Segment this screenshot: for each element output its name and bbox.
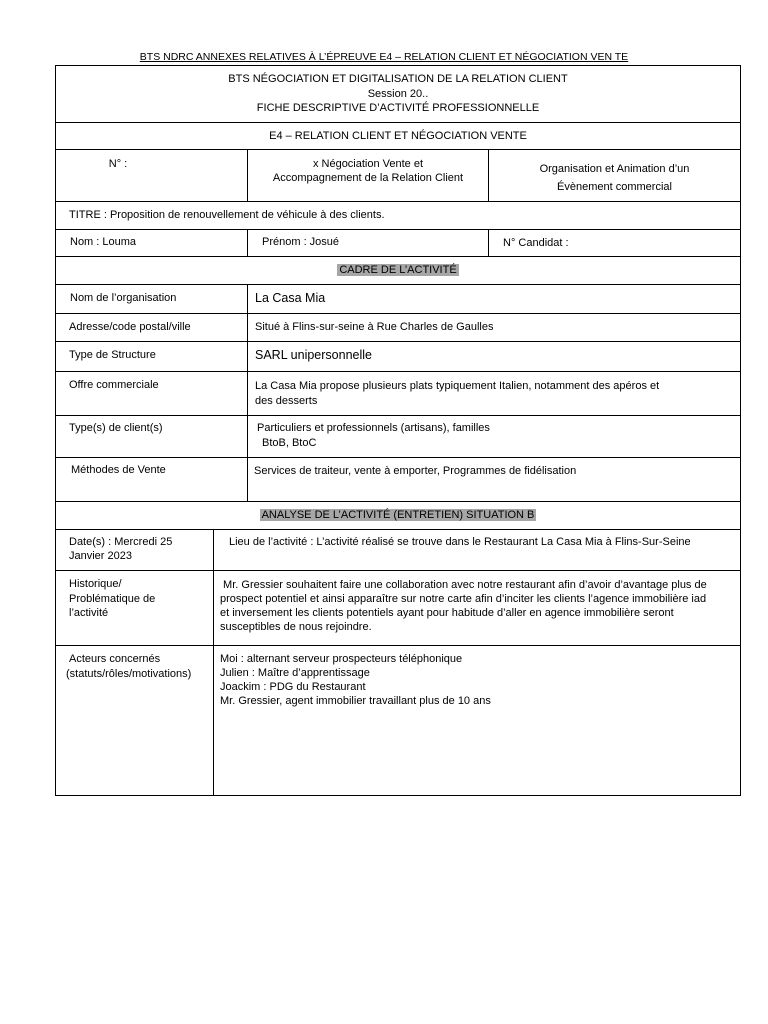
historique-line2: prospect potentiel et ainsi apparaître sur notre carte afin d’inciter les clients l’agence immobilière iad <box>220 593 707 605</box>
acteurs-line3: Joackim : PDG du Restaurant <box>220 681 366 693</box>
offre-value-line1: La Casa Mia propose plusieurs plats typiquement Italien, notamment des apéros et <box>255 380 660 392</box>
option-organisation-line1[interactable]: Organisation et Animation d’un <box>539 163 690 175</box>
date-line1: Date(s) : Mercredi 25 <box>69 536 173 548</box>
nom-field: Nom : Louma <box>70 236 137 248</box>
form-title-line1: BTS NÉGOCIATION ET DIGITALISATION DE LA RELATION CLIENT <box>228 73 568 85</box>
historique-label-line1: Historique/ <box>69 578 122 590</box>
date-line2: Janvier 2023 <box>69 550 132 562</box>
structure-label: Type de Structure <box>69 349 156 361</box>
clients-label: Type(s) de client(s) <box>69 422 163 434</box>
prenom-field: Prénom : Josué <box>262 236 340 248</box>
lieu-value: Lieu de l’activité : L’activité réalisé se trouve dans le Restaurant La Casa Mia à Flins-Sur-Seine <box>229 536 691 548</box>
cadre-heading <box>55 263 741 278</box>
org-value: La Casa Mia <box>255 291 326 305</box>
activity-title: TITRE : Proposition de renouvellement de véhicule à des clients. <box>69 209 385 221</box>
clients-value-line1: Particuliers et professionnels (artisans), familles <box>257 422 490 434</box>
org-label: Nom de l’organisation <box>70 292 177 304</box>
offre-value-line2: des desserts <box>255 395 318 407</box>
methodes-label: Méthodes de Vente <box>71 464 166 476</box>
historique-line4: susceptibles de nous rejoindre. <box>220 621 372 633</box>
clients-value-line2: BtoB, BtoC <box>262 437 317 449</box>
analyse-heading <box>55 508 741 523</box>
epreuve-title: E4 – RELATION CLIENT ET NÉGOCIATION VENTE <box>269 130 527 142</box>
document-header: BTS NDRC ANNEXES RELATIVES À L’ÉPREUVE E4 – RELATION CLIENT ET NÉGOCIATION VEN TE <box>139 51 629 63</box>
structure-value: SARL unipersonnelle <box>255 348 372 362</box>
acteurs-line4: Mr. Gressier, agent immobilier travaillant plus de 10 ans <box>220 695 491 707</box>
acteurs-label-line1: Acteurs concernés <box>69 653 161 665</box>
candidat-field: N° Candidat : <box>503 237 569 249</box>
methodes-value: Services de traiteur, vente à emporter, Programmes de fidélisation <box>254 465 577 477</box>
adresse-label: Adresse/code postal/ville <box>69 321 191 333</box>
offre-label: Offre commerciale <box>69 379 159 391</box>
numero-label: N° : <box>108 158 128 170</box>
option-negociation-line1[interactable]: x Négociation Vente et <box>312 158 424 170</box>
historique-line1: Mr. Gressier souhaitent faire une collaboration avec notre restaurant afin d’avoir d’avantage plus de <box>220 579 707 591</box>
option-negociation-line2: Accompagnement de la Relation Client <box>272 172 464 184</box>
form-title-line3: FICHE DESCRIPTIVE D’ACTIVITÉ PROFESSIONNELLE <box>256 102 540 114</box>
session-label: Session 20.. <box>367 88 429 100</box>
analyse-heading-text: ANALYSE DE L’ACTIVITÉ (ENTRETIEN) SITUATION B <box>261 509 535 521</box>
historique-label-line3: l’activité <box>69 607 109 619</box>
cadre-heading-text: CADRE DE L’ACTIVITÉ <box>339 264 457 276</box>
option-organisation-line2: Évènement commercial <box>557 181 672 193</box>
acteurs-line1: Moi : alternant serveur prospecteurs téléphonique <box>220 653 463 665</box>
historique-line3: et inversement les clients potentiels ayant pour habitude d’aller en agence immobilière seront <box>220 607 674 619</box>
adresse-value: Situé à Flins-sur-seine à Rue Charles de Gaulles <box>255 321 494 333</box>
acteurs-label-line2: (statuts/rôles/motivations) <box>66 668 192 680</box>
acteurs-line2: Julien : Maître d’apprentissage <box>220 667 370 679</box>
historique-label-line2: Problématique de <box>69 593 156 605</box>
